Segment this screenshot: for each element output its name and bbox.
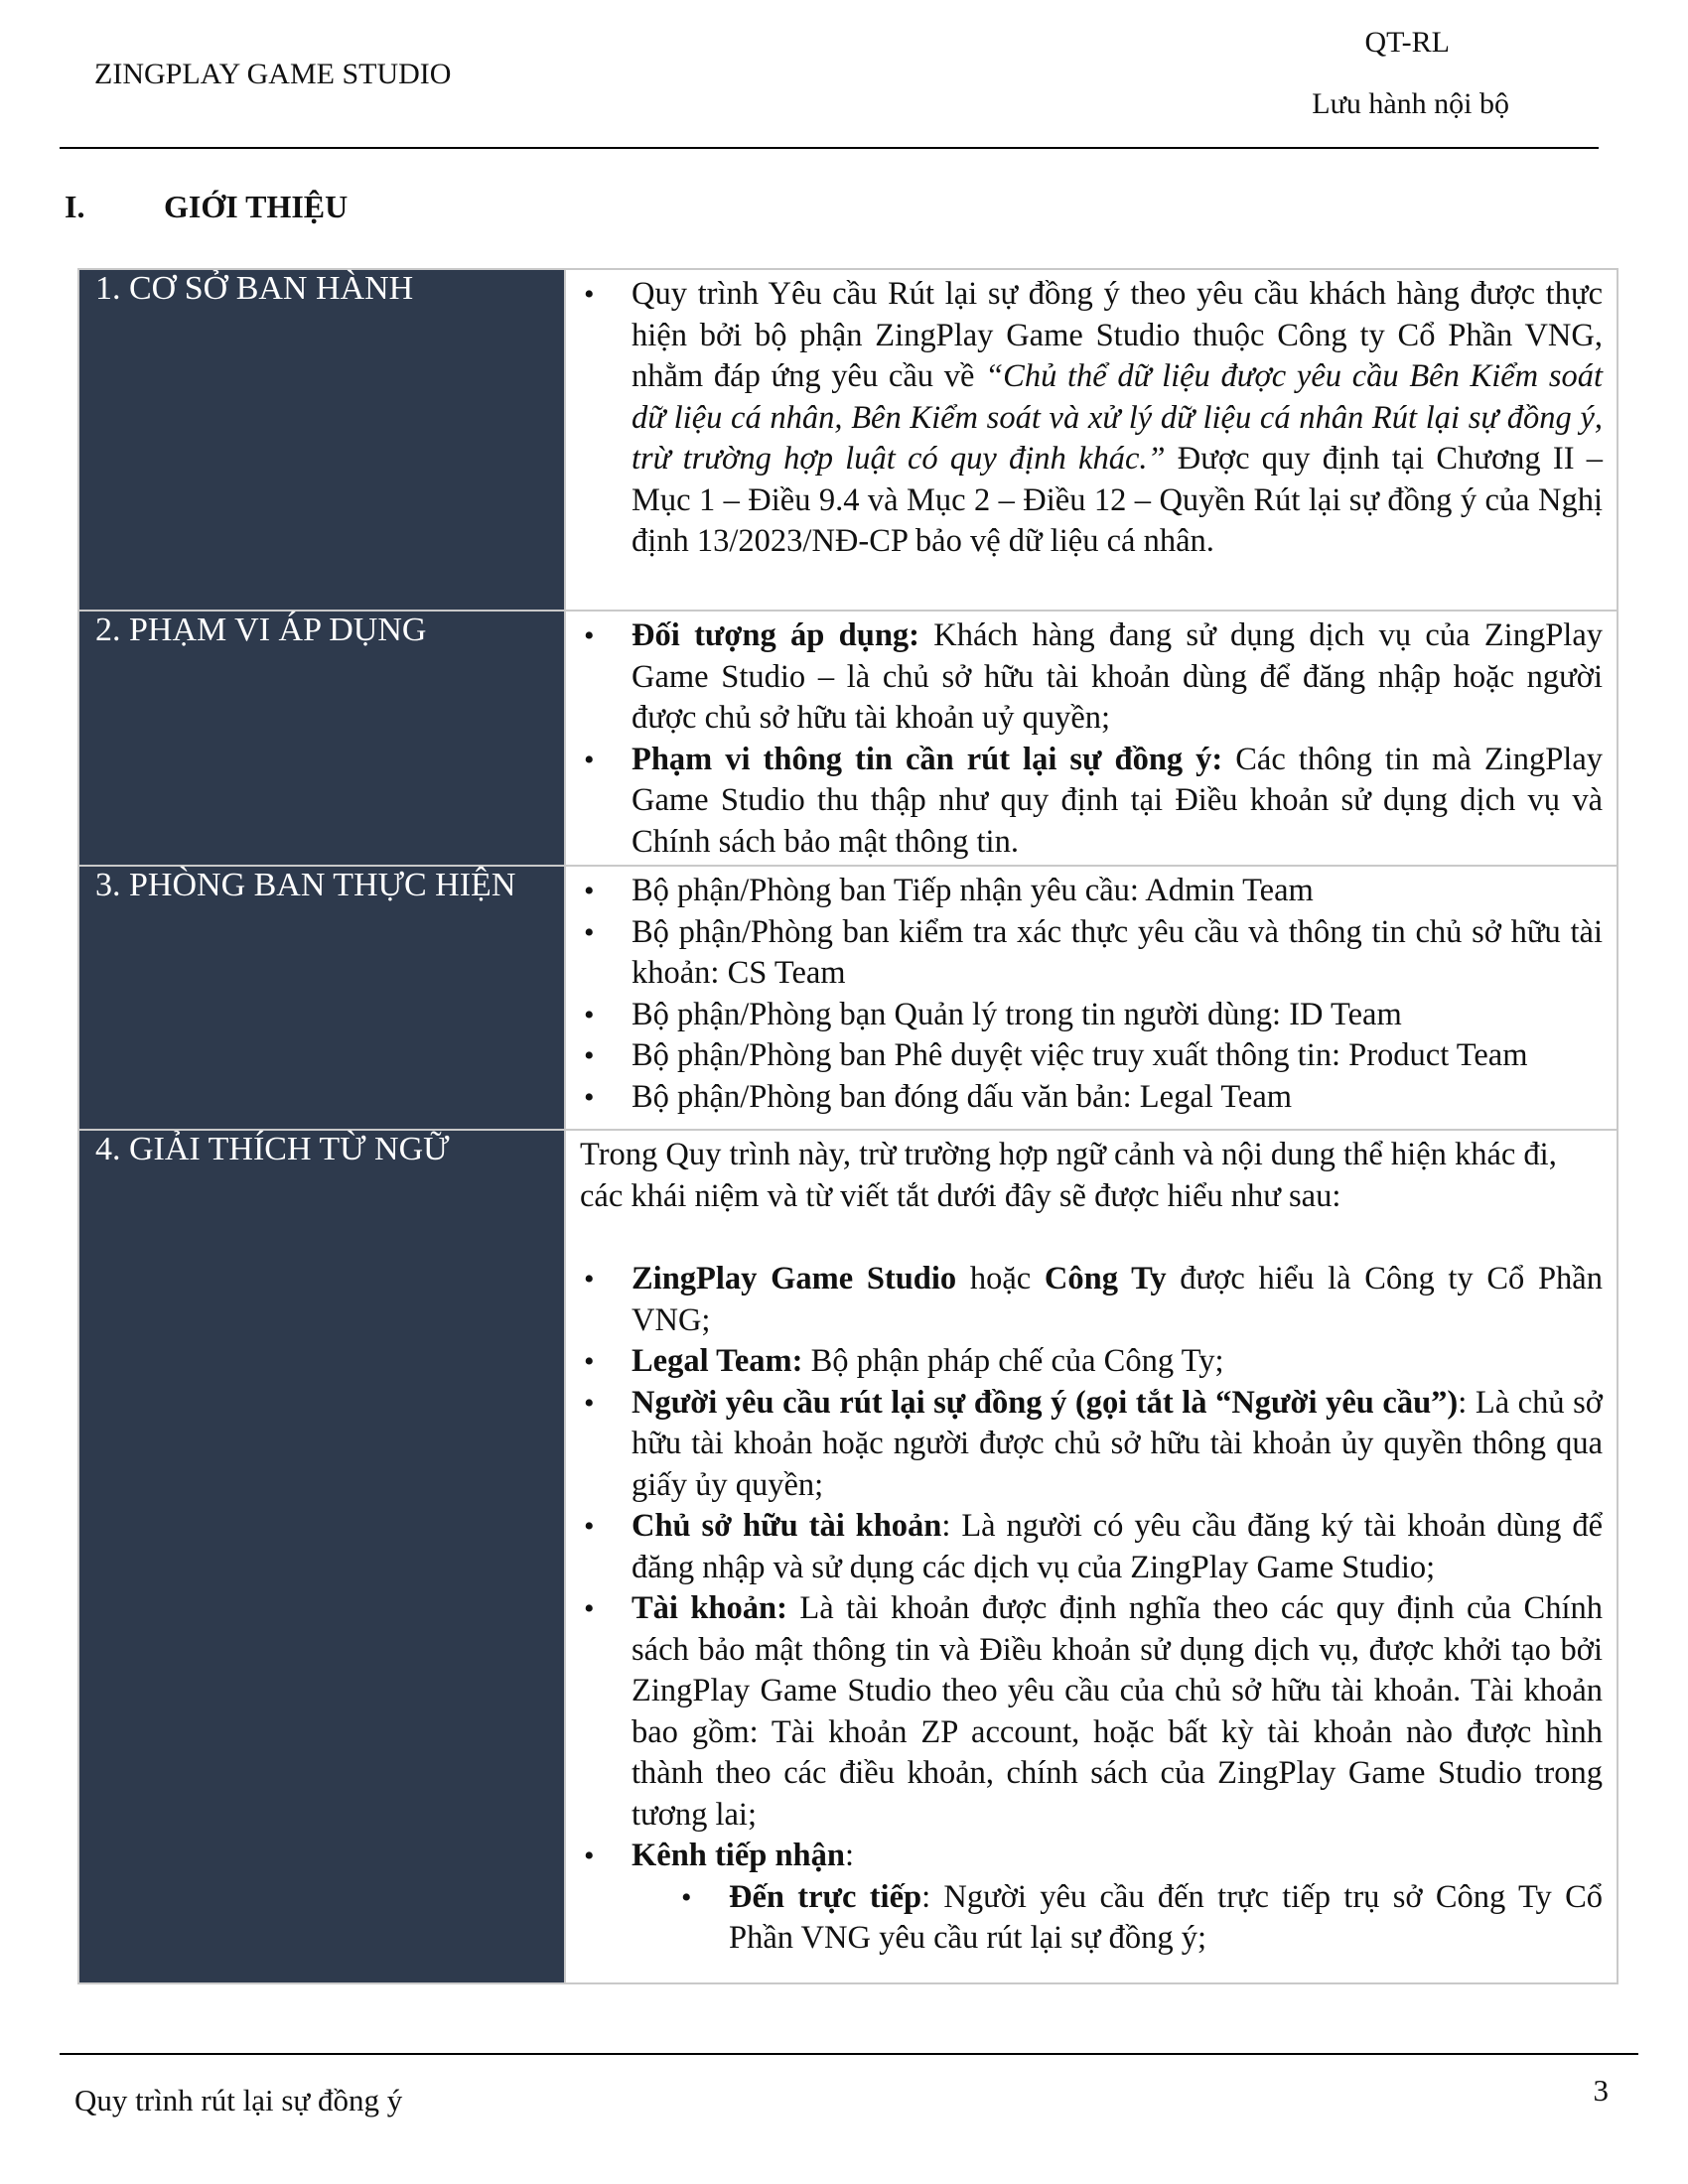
row-content: [565, 611, 1618, 866]
section-number: I.: [65, 189, 85, 224]
definitions-intro: Trong Quy trình này, trừ trường hợp ngữ cảnh và nội dung thể hiện khác đi, các khái niệm và từ viết tắt dưới đây sẽ được hiểu như sau:: [580, 1137, 1557, 1214]
row-label: 1. CƠ SỞ BAN HÀNH: [78, 269, 565, 611]
list-item: • Chủ sở hữu tài khoản: Là người có yêu cầu đăng ký tài khoản dùng để đăng nhập và sử dụng các dịch vụ của ZingPlay Game Studio;: [580, 1506, 1603, 1588]
circulation-note: Lưu hành nội bộ: [1312, 87, 1509, 120]
row-content: [565, 866, 1618, 1130]
list-item: • Bộ phận/Phòng ban Phê duyệt việc truy xuất thông tin: Product Team: [580, 1035, 1603, 1077]
list-item: • Đối tượng áp dụng: Khách hàng đang sử dụng dịch vụ của ZingPlay Game Studio – là chủ sở hữu tài khoản dùng để đăng nhập hoặc người được chủ sở hữu tài khoản uỷ quyền;: [580, 615, 1603, 740]
list-item: • Tài khoản: Là tài khoản được định nghĩa theo các quy định của Chính sách bảo mật thông tin và Điều khoản sử dụng dịch vụ, được khởi tạo bởi ZingPlay Game Studio theo yêu cầu của chủ sở hữu tài khoản. Tài khoản bao gồm: Tài khoản ZP account, hoặc bất kỳ tài khoản nào được hình thành theo các điều khoản, chính sách của ZingPlay Game Studio trong tương lai;: [580, 1588, 1603, 1836]
list-item: • Người yêu cầu rút lại sự đồng ý (gọi tắt là “Người yêu cầu”): Là chủ sở hữu tài khoản hoặc người được chủ sở hữu tài khoản ủy quyền thông qua giấy ủy quyền;: [580, 1383, 1603, 1507]
list-item: • Bộ phận/Phòng bạn Quản lý trong tin người dùng: ID Team: [580, 995, 1603, 1036]
page-number: 3: [1593, 2073, 1609, 2108]
row-label: 3. PHÒNG BAN THỰC HIỆN: [78, 866, 565, 1130]
list-item: • Kênh tiếp nhận:: [580, 1836, 1603, 1877]
row-label: 2. PHẠM VI ÁP DỤNG: [78, 611, 565, 866]
row-label: 4. GIẢI THÍCH TỪ NGỮ: [78, 1130, 565, 1983]
footer-divider: [60, 2053, 1638, 2055]
list-item: • Bộ phận/Phòng ban đóng dấu văn bản: Legal Team: [580, 1077, 1603, 1119]
row-content: [565, 269, 1618, 611]
table-row: [78, 866, 1618, 1130]
sub-list-item: • Đến trực tiếp: Người yêu cầu đến trực tiếp trụ sở Công Ty Cổ Phần VNG yêu cầu rút lại sự đồng ý;: [580, 1877, 1603, 1960]
header-divider: [60, 147, 1599, 149]
document-code: QT-RL: [1364, 26, 1450, 59]
company-name: ZINGPLAY GAME STUDIO: [94, 58, 452, 90]
introduction-table: [77, 268, 1618, 1984]
list-item: • Quy trình Yêu cầu Rút lại sự đồng ý theo yêu cầu khách hàng được thực hiện bởi bộ phận ZingPlay Game Studio thuộc Công ty Cổ Phần VNG, nhằm đáp ứng yêu cầu về “Chủ thể dữ liệu được yêu cầu Bên Kiểm soát dữ liệu cá nhân, Bên Kiểm soát và xử lý dữ liệu cá nhân Rút lại sự đồng ý, trừ trường hợp luật có quy định khác.” Được quy định tại Chương II – Mục 1 – Điều 9.4 và Mục 2 – Điều 12 – Quyền Rút lại sự đồng ý của Nghị định 13/2023/NĐ-CP bảo vệ dữ liệu cá nhân.: [580, 274, 1603, 563]
table-row: [78, 611, 1618, 866]
section-heading: [65, 189, 348, 225]
list-item: • Phạm vi thông tin cần rút lại sự đồng ý: Các thông tin mà ZingPlay Game Studio thu thập như quy định tại Điều khoản sử dụng dịch vụ và Chính sách bảo mật thông tin.: [580, 740, 1603, 864]
row-content: [565, 1130, 1618, 1983]
list-item: • ZingPlay Game Studio hoặc Công Ty được hiểu là Công ty Cổ Phần VNG;: [580, 1259, 1603, 1341]
table-row: [78, 269, 1618, 611]
table-row: [78, 1130, 1618, 1983]
list-item: • Bộ phận/Phòng ban kiểm tra xác thực yêu cầu và thông tin chủ sở hữu tài khoản: CS Team: [580, 912, 1603, 995]
list-item: • Legal Team: Bộ phận pháp chế của Công Ty;: [580, 1341, 1603, 1383]
list-item: • Bộ phận/Phòng ban Tiếp nhận yêu cầu: Admin Team: [580, 871, 1603, 912]
footer-title: Quy trình rút lại sự đồng ý: [74, 2083, 403, 2117]
section-title: GIỚI THIỆU: [164, 189, 349, 224]
